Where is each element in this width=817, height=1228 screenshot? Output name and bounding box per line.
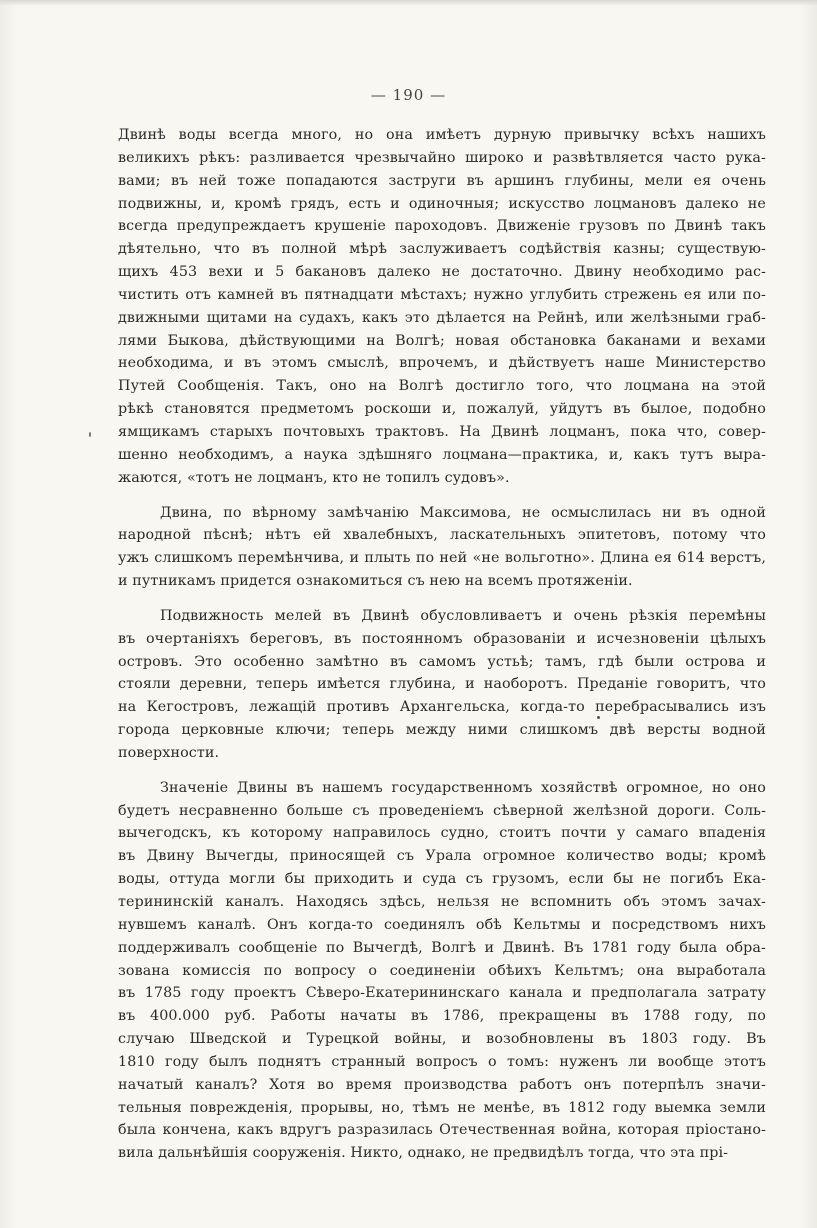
ink-speck xyxy=(597,716,600,719)
text-line: тельныя поврежденія, прорывы, но, тѣмъ не менѣе, въ 1812 году выемка земли xyxy=(118,1099,766,1116)
text-line: шенно необходимъ, а наука здѣшняго лоцмана—практика, и, какъ тутъ выра- xyxy=(118,446,766,463)
text-line: щихъ 453 вехи и 5 бакановъ далеко не достаточно. Двину необходимо рас- xyxy=(118,264,766,281)
text-line: поверхности. xyxy=(118,744,220,761)
text-line: была кончена, какъ вдругъ разразилась Отечественная война, которая пріостано- xyxy=(118,1122,766,1139)
paragraph xyxy=(118,777,766,1165)
text-line: необходима, и въ этомъ смыслѣ, впрочемъ, и дѣйствуетъ наше Министерство xyxy=(118,355,766,372)
text-line: Двинѣ воды всегда много, но она имѣетъ дурную привычку всѣхъ нашихъ xyxy=(118,127,766,143)
text-line: дѣятельно, что въ полной мѣрѣ заслуживаетъ содѣйствія казны; существую- xyxy=(118,241,766,258)
text-line: поддерживалъ сообщеніе по Вычегдѣ, Волгѣ и Двинѣ. Въ 1781 году была обра- xyxy=(118,939,766,956)
text-line: всегда предупреждаетъ крушеніе пароходовъ. Движеніе грузовъ по Двинѣ такъ xyxy=(118,218,766,235)
text-line: Значеніе Двины въ нашемъ государственномъ хозяйствѣ огромное, но оно xyxy=(160,779,766,796)
text-line: чистить отъ камней въ пятнадцати мѣстахъ; нужно углубить стрежень ея или по- xyxy=(118,286,766,303)
text-line: народной пѣснѣ; нѣтъ ей хвалебныхъ, ласкательныхъ эпитетовъ, потому что xyxy=(118,527,766,544)
text-line: въ 1785 году проектъ Сѣверо-Екатерининскаго канала и предполагала затрату xyxy=(118,985,766,1002)
text-line: и путникамъ придется ознакомиться съ нею на всемъ протяженіи. xyxy=(118,573,633,590)
text-line: начатый каналъ? Хотя во время производства работъ онъ потерпѣлъ значи- xyxy=(118,1076,766,1093)
body-text xyxy=(118,124,766,1165)
text-line: въ Двину Вычегды, приносящей съ Урала огромное количество воды; кромѣ xyxy=(118,848,766,865)
paragraph xyxy=(118,605,766,765)
text-line: зована комиссія по вопросу о соединеніи обѣихъ Кельтмъ; она выработала xyxy=(118,962,766,979)
text-line: въ очертаніяхъ береговъ, въ постоянномъ образованіи и исчезновеніи цѣлыхъ xyxy=(118,630,766,647)
text-line: рѣкѣ становятся предметомъ роскоши и, пожалуй, уйдутъ въ былое, подобно xyxy=(118,401,766,418)
text-line: воды, оттуда могли бы приходить и суда съ грузомъ, если бы не погибъ Ека- xyxy=(118,871,766,888)
text-line: вами; въ ней тоже попадаются заструги въ аршинъ глубины, мели ея очень xyxy=(118,172,766,189)
paragraph-gap xyxy=(118,765,766,777)
text-line: терининскій каналъ. Находясь здѣсь, нельзя не вспомнить объ этомъ зачах- xyxy=(118,894,766,910)
ink-speck xyxy=(89,432,91,437)
page-top-edge xyxy=(0,0,817,6)
text-line: города церковные ключи; теперь между ними слишкомъ двѣ версты водной xyxy=(118,722,766,739)
text-line: движными щитами на судахъ, какъ это дѣлается на Рейнѣ, или желѣзными граб- xyxy=(118,309,766,326)
text-line: подвижны, и, кромѣ грядъ, есть и одиночныя; искусство лоцмановъ далеко не xyxy=(118,195,766,212)
page-number: — 190 — xyxy=(370,86,447,104)
text-line: островъ. Это особенно замѣтно въ самомъ устьѣ; тамъ, гдѣ были острова и xyxy=(118,653,766,670)
text-line: Путей Сообщенія. Такъ, оно на Волгѣ достигло того, что лоцмана на этой xyxy=(118,378,766,395)
text-line: Подвижность мелей въ Двинѣ обусловливаетъ и очень рѣзкія перемѣны xyxy=(160,607,766,624)
text-line: великихъ рѣкъ: разливается чрезвычайно широко и развѣтвляется часто рука- xyxy=(118,149,766,166)
text-line: въ 400.000 руб. Работы начаты въ 1786, прекращены въ 1788 году, по xyxy=(118,1008,766,1025)
text-line: вила дальнѣйшія сооруженія. Никто, однако, не предвидѣлъ тогда, что эта прі- xyxy=(118,1145,729,1162)
paragraph-gap xyxy=(118,490,766,502)
text-line: лями Быкова, дѣйствующими на Волгѣ; новая обстановка баканами и вехами xyxy=(118,332,766,349)
text-line: будетъ несравненно больше съ проведеніемъ сѣверной желѣзной дороги. Соль- xyxy=(118,802,766,819)
text-line: Двина, по вѣрному замѣчанію Максимова, не осмыслилась ни въ одной xyxy=(160,504,766,521)
text-line: ямщикамъ старыхъ почтовыхъ трактовъ. На Двинѣ лоцманъ, пока что, совер- xyxy=(118,423,766,440)
text-line: на Кегостровъ, лежащій противъ Архангельска, когда-то перебрасывались изъ xyxy=(118,699,766,716)
text-line: нувшемъ каналѣ. Онъ когда-то соединялъ обѣ Кельтмы и посредствомъ нихъ xyxy=(118,916,766,933)
text-line: случаю Шведской и Турецкой войны, и возобновлены въ 1803 году. Въ xyxy=(118,1031,766,1048)
paragraph-gap xyxy=(118,593,766,605)
paragraph xyxy=(118,502,766,593)
text-line: жаются, «тотъ не лоцманъ, кто не топилъ судовъ». xyxy=(118,469,510,486)
text-line: стояли деревни, теперь имѣется глубина, и наоборотъ. Преданіе говоритъ, что xyxy=(118,676,766,693)
text-line: вычегодскъ, къ которому направилось судно, стоитъ почти у самаго впаденія xyxy=(118,825,766,842)
text-line: ужъ слишкомъ перемѣнчива, и плыть по ней «не вольготно». Длина ея 614 верстъ, xyxy=(118,550,766,567)
text-line: 1810 году былъ поднятъ странный вопросъ о томъ: нуженъ ли вообще этотъ xyxy=(118,1053,766,1070)
paragraph xyxy=(118,124,766,490)
